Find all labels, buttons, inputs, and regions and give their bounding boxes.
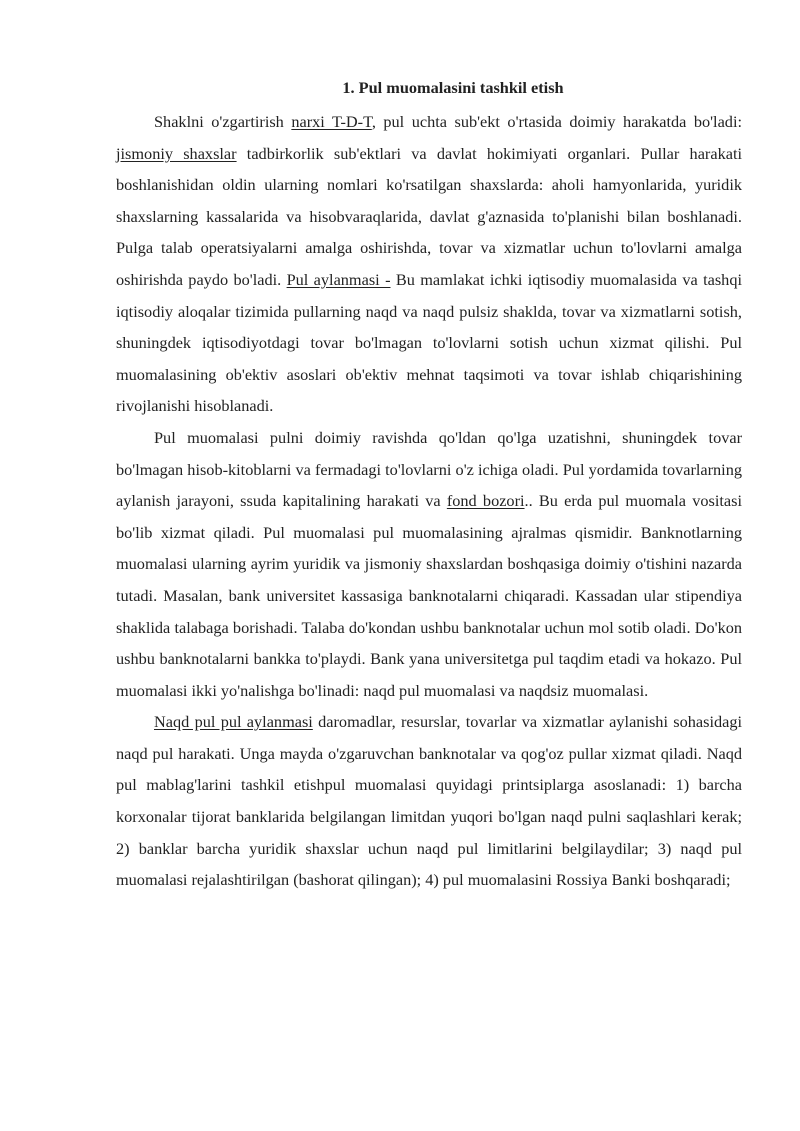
document-body	[116, 76, 742, 896]
section-title: 1. Pul muomalasini tashkil etish	[342, 78, 564, 97]
paragraph-3	[116, 706, 742, 896]
paragraph-1	[116, 106, 742, 422]
paragraph-text: tadbirkorlik sub'ektlari va davlat hokimiyati organlari. Pullar harakati boshlanishidan oldin ularning nomlari ko'rsatilgan shaxslarda: aholi hamyonlarida, yuridik shaxslarning kassalarida va hisobvaraqlarida, davlat g'aznasida to'planishi bilan boshlanadi. Pulga talab operatsiyalarni amalga oshirishda, tovar va xizmatlar uchun to'lovlarni amalga oshirishda paydo bo'ladi.	[116, 143, 742, 289]
paragraph-text: Bu mamlakat ichki iqtisodiy muomalasida va tashqi iqtisodiy aloqalar tizimida pullarning naqd va naqd pulsiz shaklda, tovar va xizmatlarni sotish, shuningdek iqtisodiyotdagi tovar bo'lmagan to'lovlarni sotish uchun xizmat qilishi. Pul muomalasining ob'ektiv asoslari ob'ektiv mehnat taqsimoti va tovar ishlab chiqarishining rivojlanishi hisoblanadi.	[116, 269, 742, 416]
paragraph-text: daromadlar, resurslar, tovarlar va xizmatlar aylanishi sohasidagi naqd pul harakati. Unga mayda o'zgaruvchan banknotalar va qog'oz pullar xizmat qiladi. Naqd pul mablag'larini tashkil etishpul muomalasi quyidagi printsiplarga asoslanadi: 1) barcha korxonalar tijorat banklarida belgilangan limitdan yuqori bo'lgan naqd pulni saqlashlari kerak; 2) banklar barcha yuridik shaxslar uchun naqd pul limitlarini belgilaydilar; 3) naqd pul muomalasi rejalashtirilgan (bashorat qilingan); 4) pul muomalasini Rossiya Banki boshqaradi;	[116, 712, 743, 890]
paragraph-text: Pul muomalasi pulni doimiy ravishda qo'ldan qo'lga uzatishni, shuningdek tovar bo'lmagan hisob-kitoblarni va fermadagi to'lovlarni o'z ichiga oladi. Pul yordamida tovarlarning aylanish jarayoni, ssuda kapitalining harakati va	[116, 427, 742, 511]
paragraph-text: , pul uchta sub'ekt o'rtasida doimiy harakatda bo'ladi:	[371, 112, 742, 131]
paragraph-text: Shaklni o'zgartirish	[154, 112, 292, 131]
hyperlink-pul-aylanmasi[interactable]: Pul aylanmasi -	[286, 269, 391, 289]
hyperlink-narxi-tdt[interactable]: narxi T-D-T	[291, 112, 372, 131]
paragraph-2	[116, 422, 742, 706]
hyperlink-fond-bozori[interactable]: fond bozori	[446, 491, 525, 511]
hyperlink-naqd-pul-aylanmasi[interactable]: Naqd pul pul aylanmasi	[154, 712, 313, 732]
hyperlink-jismoniy-shaxslar[interactable]: jismoniy shaxslar	[116, 143, 237, 163]
paragraph-text: .. Bu erda pul muomala vositasi bo'lib xizmat qiladi. Pul muomalasi pul muomalasining ajralmas qismidir. Banknotlarning muomalasi ularning ayrim yuridik va jismoniy shaxslardan boshqasiga doimiy o'tishini nazarda tutadi. Masalan, bank universitet kassasiga banknotalarni chiqaradi. Kassadan ular stipendiya shaklida talabaga borishadi. Talaba do'kondan ushbu banknotalar uchun mol sotib oladi. Do'kon ushbu banknotalarni bankka to'playdi. Bank yana universitetga pul taqdim etadi va hokazo. Pul muomalasi ikki yo'nalishga bo'linadi: naqd pul muomalasi va naqdsiz muomalasi.	[116, 491, 743, 700]
